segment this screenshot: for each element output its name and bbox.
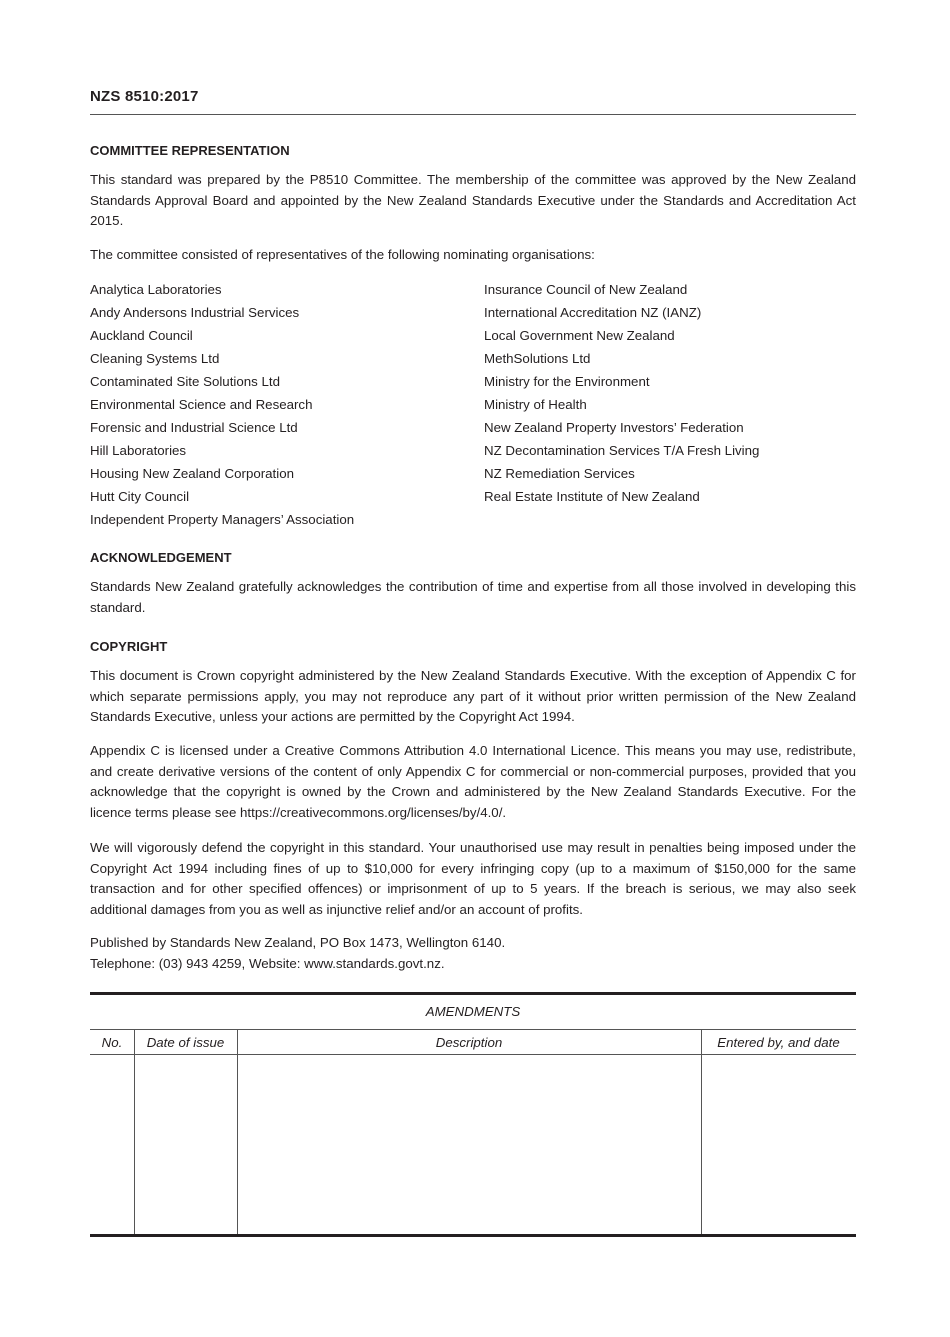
org-item: Analytica Laboratories xyxy=(90,282,222,297)
amendments-table xyxy=(90,992,856,1237)
org-item: Andy Andersons Industrial Services xyxy=(90,305,300,320)
org-item: Forensic and Industrial Science Ltd xyxy=(90,420,298,435)
column-header-date: Date of issue xyxy=(146,1035,225,1050)
orgs-intro: The committee consisted of representatives of the following nominating organisations: xyxy=(90,247,595,262)
committee-intro: This standard was prepared by the P8510 Committee. The membership of the committee was approved by the New Zealand Standards Approval Board and appointed by the New Zealand Standards Executive under the Standards and Accreditation Act 2015. xyxy=(90,172,856,229)
org-item: Independent Property Managers’ Association xyxy=(90,512,355,527)
org-item: Housing New Zealand Corporation xyxy=(90,466,294,481)
contact-line: Telephone: (03) 943 4259, Website: www.standards.govt.nz. xyxy=(90,956,445,971)
org-item: Environmental Science and Research xyxy=(90,397,313,412)
organisations-right-column xyxy=(484,278,759,508)
org-item: Contaminated Site Solutions Ltd xyxy=(90,374,280,389)
amendments-header-top-rule xyxy=(90,1029,856,1030)
copyright-heading: COPYRIGHT xyxy=(90,639,168,654)
acknowledgement-text: Standards New Zealand gratefully acknowledges the contribution of time and expertise from all those involved in developing this standard. xyxy=(90,579,856,615)
org-item: Ministry for the Environment xyxy=(484,374,650,389)
column-header-entered-by: Entered by, and date xyxy=(717,1035,840,1050)
copyright-paragraph-3: We will vigorously defend the copyright in this standard. Your unauthorised use may result in penalties being imposed under the Copyright Act 1994 including fines of up to $10,000 for every infringing copy (up to a maximum of $150,000 for the same transaction and for other specified offences) or imprisonment of up to 5 years. If the breach is serious, we may also seek additional damages from you as well as injunctive relief and/or an account of profits. xyxy=(90,840,856,917)
org-item: Auckland Council xyxy=(90,328,193,343)
organisations-left-column xyxy=(90,278,354,531)
acknowledgement-heading: ACKNOWLEDGEMENT xyxy=(90,550,232,565)
org-item: Ministry of Health xyxy=(484,397,587,412)
org-item: Hutt City Council xyxy=(90,489,190,504)
org-item: International Accreditation NZ (IANZ) xyxy=(484,305,702,320)
amendments-top-rule xyxy=(90,992,856,995)
org-item: Insurance Council of New Zealand xyxy=(484,282,688,297)
committee-heading: COMMITTEE REPRESENTATION xyxy=(90,143,290,158)
column-header-no: No. xyxy=(101,1035,123,1050)
org-item: New Zealand Property Investors’ Federation xyxy=(484,420,744,435)
org-item: Hill Laboratories xyxy=(90,443,187,458)
amendments-caption: AMENDMENTS xyxy=(425,1004,521,1019)
document-id: NZS 8510:2017 xyxy=(90,88,199,105)
amendments-bottom-rule xyxy=(90,1234,856,1237)
org-item: NZ Remediation Services xyxy=(484,466,635,481)
amendments-header-bottom-rule xyxy=(90,1054,856,1055)
copyright-paragraph-2: Appendix C is licensed under a Creative Commons Attribution 4.0 International Licence. This means you may use, redistribute, and create derivative versions of the content of only Appendix C for commercial or non-commercial purposes, provided that you acknowledge that the copyright is owned by the Crown and administered by the New Zealand Standards Executive. For the licence terms please see https://creativecommons.org/licenses/by/4.0/. xyxy=(90,743,856,820)
org-item: Real Estate Institute of New Zealand xyxy=(484,489,700,504)
header-rule xyxy=(90,114,856,115)
copyright-paragraph-1: This document is Crown copyright administered by the New Zealand Standards Executive. With the exception of Appendix C for which separate permissions apply, you may not reproduce any part of it without prior written permission of the New Zealand Standards Executive, unless your actions are permitted by the Copyright Act 1994. xyxy=(90,668,856,725)
org-item: Cleaning Systems Ltd xyxy=(90,351,220,366)
column-divider xyxy=(237,1029,238,1234)
column-divider xyxy=(701,1029,702,1234)
column-divider xyxy=(134,1029,135,1234)
org-item: Local Government New Zealand xyxy=(484,328,675,343)
publisher-line: Published by Standards New Zealand, PO Box 1473, Wellington 6140. xyxy=(90,935,506,950)
org-item: MethSolutions Ltd xyxy=(484,351,591,366)
org-item: NZ Decontamination Services T/A Fresh Living xyxy=(484,443,760,458)
column-header-description: Description xyxy=(435,1035,503,1050)
